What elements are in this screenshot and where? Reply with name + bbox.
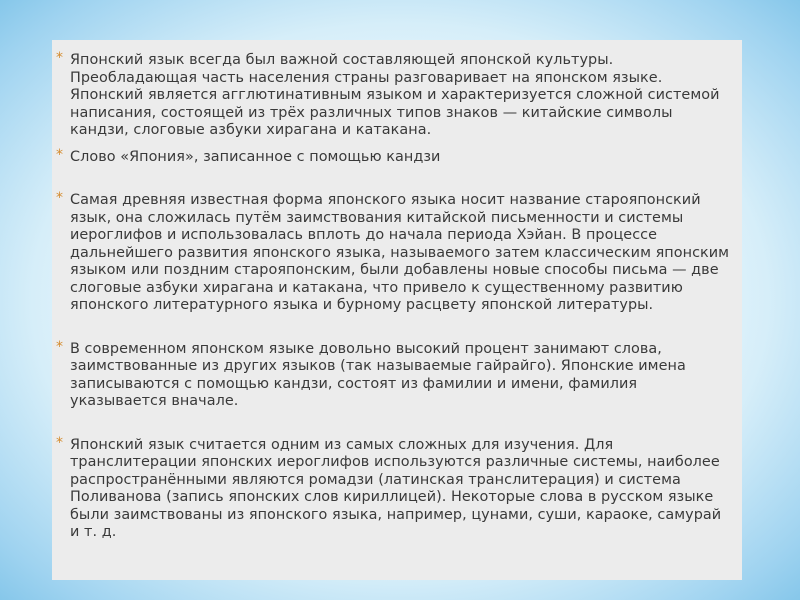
bullet-text-1: Японский язык всегда был важной составляющей японской культуры. Преобладающая часть населения страны разговаривает на японском языке. Японский является агглютинативным языком и характеризуется сложной системой написания, состоящей из трёх различных типов знаков — китайские символы кандзи, слоговые азбуки хирагана и катакана.: [70, 52, 720, 138]
bullet-marker-icon: *: [56, 434, 64, 451]
bullet-marker-icon: *: [56, 50, 64, 66]
bullet-item-1: [56, 50, 732, 140]
bullet-text-3: Самая древняя известная форма японского языка носит название старояпонский язык, она сложилась путём заимствования китайской письменности и системы иероглифов и использовалась вплоть до начала периода Хэйан. В процессе дальнейшего развития японского языка, называемого затем классическим японским языком или поздним старояпонским, были добавлены новые способы письма — две слоговые азбуки хирагана и катакана, что привело к существенному развитию японского литературного языка и бурному расцвету японской литературы.: [70, 192, 730, 313]
bullet-text-2: Слово «Япония», записанное с помощью кандзи: [70, 148, 441, 165]
bullet-item-3: [56, 190, 732, 315]
bullet-text-5: Японский язык считается одним из самых сложных для изучения. Для транслитерации японских иероглифов используются различные системы, наиболее распространёнными являются ромадзи (латинская транслитерация) и система Поливанова (запись японских слов кириллицей). Некоторые слова в русском языке были заимствованы из японского языка, например, цунами, суши, караоке, самурай и т. д.: [70, 436, 722, 540]
bullet-list: [56, 50, 732, 542]
bullet-item-2: [56, 146, 732, 167]
bullet-item-5: [56, 434, 732, 542]
bullet-marker-icon: *: [56, 190, 64, 206]
bullet-marker-icon: *: [56, 146, 64, 163]
content-panel: [52, 40, 742, 580]
bullet-marker-icon: *: [56, 338, 64, 355]
bullet-item-4: [56, 338, 732, 411]
bullet-text-4: В современном японском языке довольно высокий процент занимают слова, заимствованные из других языков (так называемые гайрайго). Японские имена записываются с помощью кандзи, состоят из фамилии и имени, фамилия указывается вначале.: [70, 340, 686, 409]
